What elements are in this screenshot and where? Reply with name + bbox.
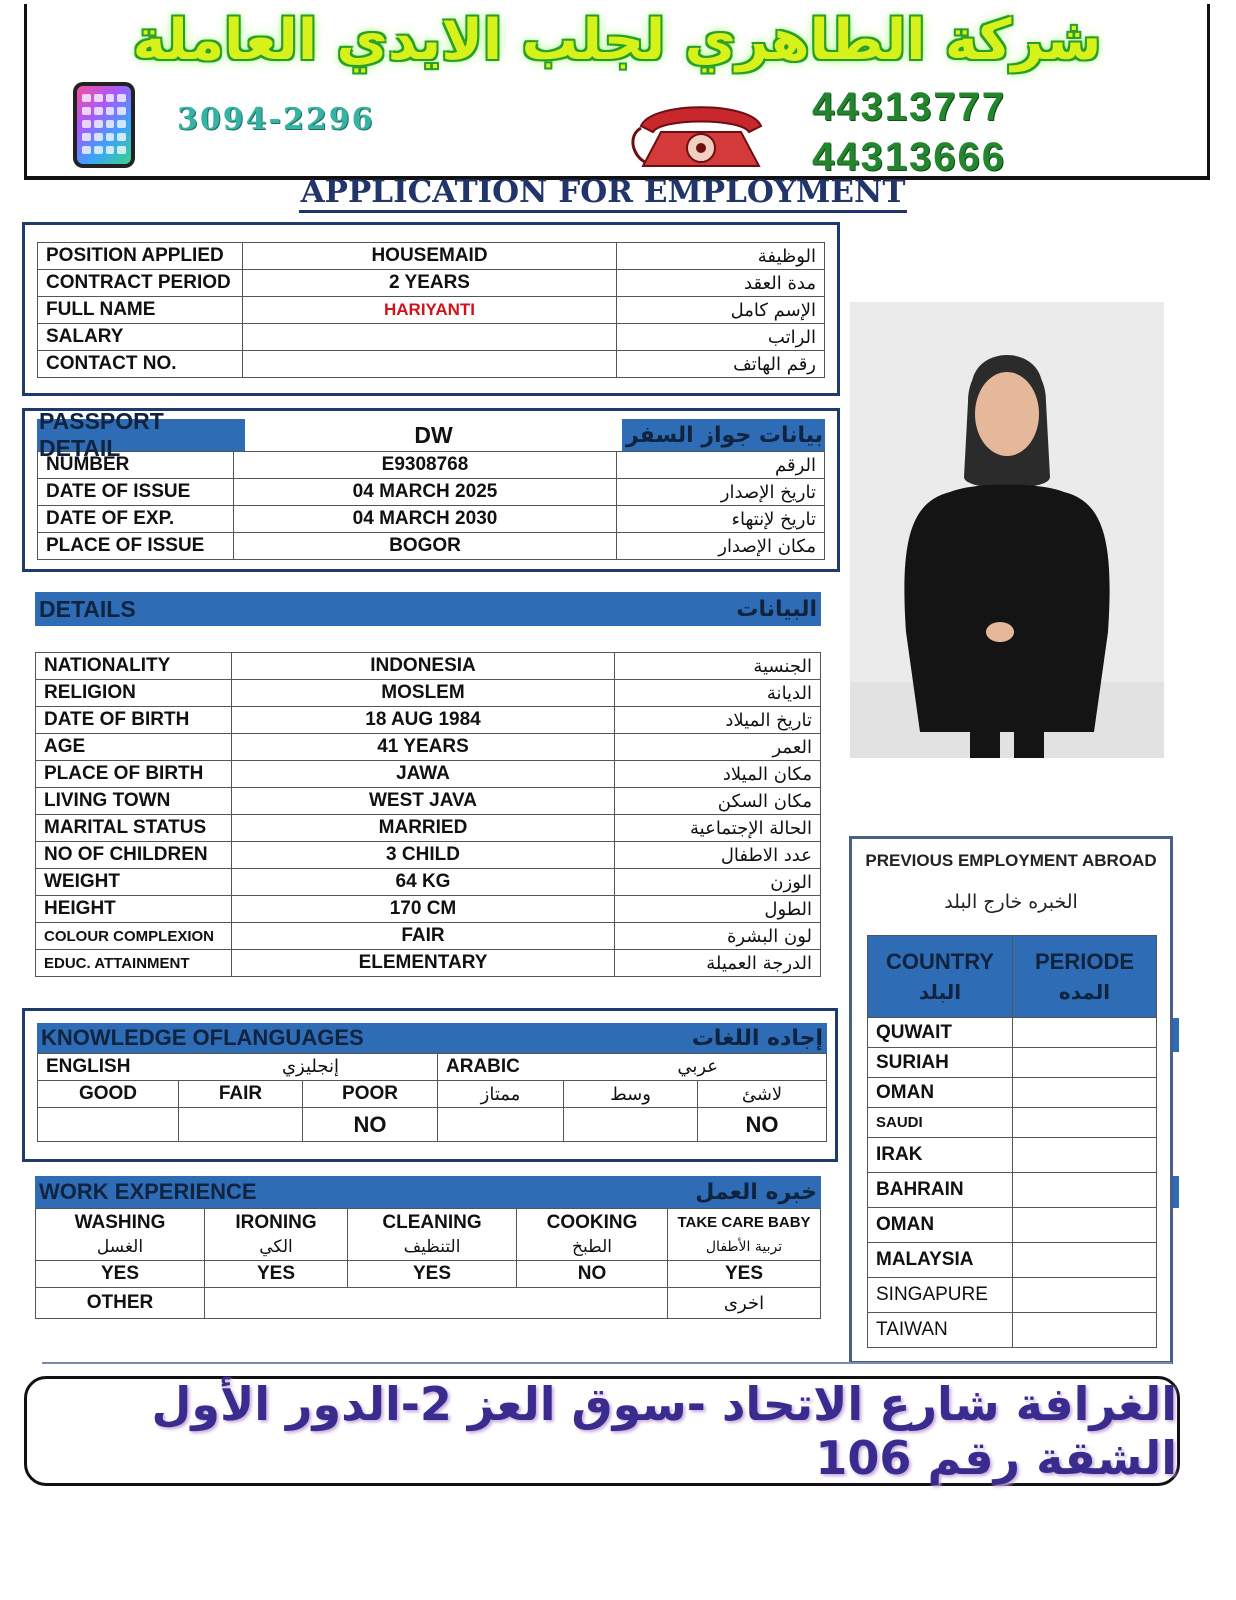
- position-label-ar: مدة العقد: [617, 270, 825, 297]
- country-column-label-ar: البلد: [918, 979, 962, 1004]
- position-label-ar: الإسم كامل: [617, 297, 825, 324]
- previous-period: [1013, 1108, 1157, 1138]
- details-label: NATIONALITY: [36, 653, 232, 680]
- details-row: [36, 761, 821, 788]
- language-level-value: NO: [698, 1108, 827, 1142]
- previous-country: OMAN: [868, 1208, 1013, 1243]
- details-row: [36, 842, 821, 869]
- details-value: 41 YEARS: [232, 734, 615, 761]
- position-value: HARIYANTI: [243, 297, 617, 324]
- work-skill-value: NO: [517, 1261, 668, 1288]
- previous-employment-row: [868, 1078, 1157, 1108]
- passport-header: [37, 408, 825, 461]
- passport-row: [38, 479, 825, 506]
- passport-value: 04 MARCH 2030: [234, 506, 617, 533]
- details-row: [36, 680, 821, 707]
- position-label: CONTRACT PERIOD: [38, 270, 243, 297]
- details-label: WEIGHT: [36, 869, 232, 896]
- work-skill-value: YES: [348, 1261, 517, 1288]
- details-row: [36, 950, 821, 977]
- footer-address-box: [24, 1376, 1180, 1486]
- period-column-label: PERIODE: [1034, 948, 1135, 974]
- previous-employment-row: [868, 1048, 1157, 1078]
- previous-period: [1013, 1018, 1157, 1048]
- language-level-value: [179, 1108, 303, 1142]
- position-label: POSITION APPLIED: [38, 243, 243, 270]
- period-column-header: [1013, 936, 1157, 1018]
- position-row: [38, 351, 825, 378]
- country-column-header: [868, 936, 1013, 1018]
- work-skill-header: [36, 1209, 205, 1261]
- details-label-ar: الدرجة العميلة: [615, 950, 821, 977]
- details-label-ar: العمر: [615, 734, 821, 761]
- language-level-label: وسط: [564, 1081, 698, 1108]
- work-skill-label: TAKE CARE BABY: [677, 1213, 811, 1231]
- position-label: SALARY: [38, 324, 243, 351]
- previous-country: BAHRAIN: [868, 1173, 1013, 1208]
- passport-value: E9308768: [234, 452, 617, 479]
- work-other-value: [205, 1288, 668, 1319]
- language-level-value: NO: [303, 1108, 438, 1142]
- passport-table: [37, 451, 825, 560]
- work-skill-label: IRONING: [235, 1211, 317, 1233]
- passport-value: 04 MARCH 2025: [234, 479, 617, 506]
- details-row: [36, 896, 821, 923]
- previous-period: [1013, 1048, 1157, 1078]
- side-tab-top: [1173, 1018, 1179, 1052]
- position-label-ar: الراتب: [617, 324, 825, 351]
- footer-address: الغرافة شارع الاتحاد -سوق العز 2-الدور الأول الشقة رقم 106: [151, 1377, 1177, 1485]
- details-label-ar: الديانة: [615, 680, 821, 707]
- details-label: LIVING TOWN: [36, 788, 232, 815]
- work-skill-label-ar: الطبخ: [572, 1236, 612, 1257]
- details-label: EDUC. ATTAINMENT: [36, 950, 232, 977]
- languages-header: [37, 1023, 827, 1053]
- passport-label-ar: الرقم: [617, 452, 825, 479]
- previous-employment-title: PREVIOUS EMPLOYMENT ABROAD: [865, 851, 1157, 870]
- passport-row: [38, 506, 825, 533]
- details-value: INDONESIA: [232, 653, 615, 680]
- details-header-label: DETAILS: [39, 595, 136, 622]
- previous-employment-row: [868, 1108, 1157, 1138]
- position-row: [38, 243, 825, 270]
- position-box: [22, 222, 840, 396]
- position-table: [37, 242, 825, 378]
- work-skill-value: YES: [205, 1261, 348, 1288]
- details-label-ar: مكان الميلاد: [615, 761, 821, 788]
- footer-divider: [42, 1362, 1172, 1364]
- position-label: FULL NAME: [38, 297, 243, 324]
- smartphone-icon: [73, 82, 135, 168]
- previous-employment-row: [868, 1173, 1157, 1208]
- previous-period: [1013, 1208, 1157, 1243]
- previous-employment-row: [868, 1243, 1157, 1278]
- previous-period: [1013, 1313, 1157, 1348]
- details-label-ar: الوزن: [615, 869, 821, 896]
- work-skill-header: [348, 1209, 517, 1261]
- position-label-ar: رقم الهاتف: [617, 351, 825, 378]
- arabic-label: ARABIC: [446, 1056, 520, 1077]
- work-skill-label-ar: الغسل: [96, 1236, 144, 1257]
- work-header-ar: خبره العمل: [695, 1179, 817, 1205]
- details-label: MARITAL STATUS: [36, 815, 232, 842]
- work-table: [35, 1208, 821, 1319]
- details-label: AGE: [36, 734, 232, 761]
- position-value: HOUSEMAID: [243, 243, 617, 270]
- language-level-value: [38, 1108, 179, 1142]
- details-value: WEST JAVA: [232, 788, 615, 815]
- passport-label: DATE OF ISSUE: [38, 479, 234, 506]
- telephone-icon: [631, 96, 771, 170]
- details-value: MOSLEM: [232, 680, 615, 707]
- details-value: 64 KG: [232, 869, 615, 896]
- details-row: [36, 653, 821, 680]
- language-level-label: GOOD: [38, 1081, 179, 1108]
- language-level-value: [564, 1108, 698, 1142]
- details-label: PLACE OF BIRTH: [36, 761, 232, 788]
- work-other-label: OTHER: [36, 1288, 205, 1319]
- previous-period: [1013, 1173, 1157, 1208]
- work-other-ar: اخرى: [668, 1288, 821, 1319]
- passport-label-ar: تاريخ لإنتهاء: [617, 506, 825, 533]
- details-section: [35, 652, 821, 977]
- previous-employment-row: [868, 1138, 1157, 1173]
- details-row: [36, 734, 821, 761]
- details-label-ar: الطول: [615, 896, 821, 923]
- passport-header-ar: بيانات جواز السفر: [622, 419, 825, 451]
- languages-header-ar: إجاده اللغات: [691, 1025, 823, 1051]
- previous-employment-table: [867, 935, 1157, 1348]
- page-title: [0, 174, 1206, 210]
- previous-employment-row: [868, 1278, 1157, 1313]
- position-label: CONTACT NO.: [38, 351, 243, 378]
- passport-label-ar: تاريخ الإصدار: [617, 479, 825, 506]
- passport-header-value: DW: [414, 421, 453, 448]
- passport-label: PLACE OF ISSUE: [38, 533, 234, 560]
- position-row: [38, 297, 825, 324]
- details-row: [36, 923, 821, 950]
- page-title-text: APPLICATION FOR EMPLOYMENT: [299, 174, 908, 213]
- passport-label: NUMBER: [38, 452, 234, 479]
- previous-period: [1013, 1278, 1157, 1313]
- arabic-ar: عربي: [677, 1056, 718, 1077]
- passport-label: DATE OF EXP.: [38, 506, 234, 533]
- details-row: [36, 788, 821, 815]
- previous-period: [1013, 1138, 1157, 1173]
- side-tab-bottom: [1173, 1176, 1179, 1208]
- details-label-ar: الحالة الإجتماعية: [615, 815, 821, 842]
- work-skill-value: YES: [668, 1261, 821, 1288]
- previous-employment-row: [868, 1208, 1157, 1243]
- passport-row: [38, 533, 825, 560]
- passport-label-ar: مكان الإصدار: [617, 533, 825, 560]
- position-value: [243, 324, 617, 351]
- position-row: [38, 324, 825, 351]
- position-value: [243, 351, 617, 378]
- details-label-ar: الجنسية: [615, 653, 821, 680]
- work-section: [35, 1208, 821, 1319]
- details-value: JAWA: [232, 761, 615, 788]
- details-row: [36, 869, 821, 896]
- languages-table: [37, 1053, 827, 1142]
- position-label-ar: الوظيفة: [617, 243, 825, 270]
- english-label: ENGLISH: [46, 1056, 131, 1077]
- previous-country: OMAN: [868, 1078, 1013, 1108]
- details-label: NO OF CHILDREN: [36, 842, 232, 869]
- details-table: [35, 652, 821, 977]
- language-level-label: FAIR: [179, 1081, 303, 1108]
- details-value: 18 AUG 1984: [232, 707, 615, 734]
- language-level-label: POOR: [303, 1081, 438, 1108]
- details-value: ELEMENTARY: [232, 950, 615, 977]
- period-column-label-ar: المده: [1058, 979, 1111, 1004]
- previous-employment-title-ar: الخبره خارج البلد: [944, 891, 1078, 913]
- work-skill-label: WASHING: [74, 1211, 166, 1233]
- position-value: 2 YEARS: [243, 270, 617, 297]
- position-row: [38, 270, 825, 297]
- work-skill-header: [517, 1209, 668, 1261]
- person-silhouette-icon: [850, 302, 1164, 758]
- previous-country: SINGAPURE: [868, 1278, 1013, 1313]
- previous-country: QUWAIT: [868, 1018, 1013, 1048]
- details-label: RELIGION: [36, 680, 232, 707]
- work-skill-label-ar: تربية الأطفال: [705, 1238, 783, 1255]
- previous-country: MALAYSIA: [868, 1243, 1013, 1278]
- details-value: MARRIED: [232, 815, 615, 842]
- work-skill-value: YES: [36, 1261, 205, 1288]
- passport-header-label: PASSPORT DETAIL: [37, 419, 245, 451]
- previous-period: [1013, 1243, 1157, 1278]
- company-header: [24, 4, 1210, 180]
- previous-employment-row: [868, 1018, 1157, 1048]
- work-header: [35, 1176, 821, 1208]
- details-label: DATE OF BIRTH: [36, 707, 232, 734]
- previous-employment-box: [849, 836, 1173, 1364]
- phone-number-2: 44313666: [812, 135, 1006, 179]
- passport-box: [22, 408, 840, 572]
- details-label-ar: لون البشرة: [615, 923, 821, 950]
- work-header-label: WORK EXPERIENCE: [39, 1179, 257, 1204]
- country-column-label: COUNTRY: [886, 948, 994, 974]
- passport-value: BOGOR: [234, 533, 617, 560]
- previous-country: SAUDI: [868, 1108, 1013, 1138]
- previous-country: TAIWAN: [868, 1313, 1013, 1348]
- work-skill-label: COOKING: [546, 1211, 638, 1233]
- work-skill-header: [668, 1209, 821, 1261]
- details-label: HEIGHT: [36, 896, 232, 923]
- details-row: [36, 707, 821, 734]
- work-skill-header: [205, 1209, 348, 1261]
- details-value: FAIR: [232, 923, 615, 950]
- languages-box: [22, 1008, 838, 1162]
- language-level-value: [438, 1108, 564, 1142]
- details-label-ar: تاريخ الميلاد: [615, 707, 821, 734]
- languages-header-label: KNOWLEDGE OFLANGUAGES: [41, 1025, 364, 1050]
- work-skill-label-ar: الكي: [259, 1236, 293, 1257]
- details-label-ar: عدد الاطفال: [615, 842, 821, 869]
- language-level-label: ممتاز: [438, 1081, 564, 1108]
- previous-period: [1013, 1078, 1157, 1108]
- previous-country: IRAK: [868, 1138, 1013, 1173]
- details-header: [35, 592, 821, 626]
- telephone-numbers: [812, 82, 1006, 182]
- details-value: 3 CHILD: [232, 842, 615, 869]
- applicant-photo: [850, 302, 1164, 758]
- work-skill-label: CLEANING: [382, 1211, 482, 1233]
- previous-country: SURIAH: [868, 1048, 1013, 1078]
- language-level-label: لاشئ: [698, 1081, 827, 1108]
- details-value: 170 CM: [232, 896, 615, 923]
- english-ar: إنجليزي: [281, 1056, 339, 1077]
- details-label: COLOUR COMPLEXION: [36, 923, 232, 950]
- details-label-ar: مكان السكن: [615, 788, 821, 815]
- details-row: [36, 815, 821, 842]
- previous-employment-row: [868, 1313, 1157, 1348]
- phone-number-1: 44313777: [812, 85, 1006, 129]
- mobile-number: 3094-2296: [177, 102, 375, 137]
- details-header-ar: البيانات: [736, 596, 817, 622]
- work-skill-label-ar: التنظيف: [403, 1236, 461, 1257]
- company-name: شركة الطاهري لجلب الايدي العاملة: [132, 8, 1102, 73]
